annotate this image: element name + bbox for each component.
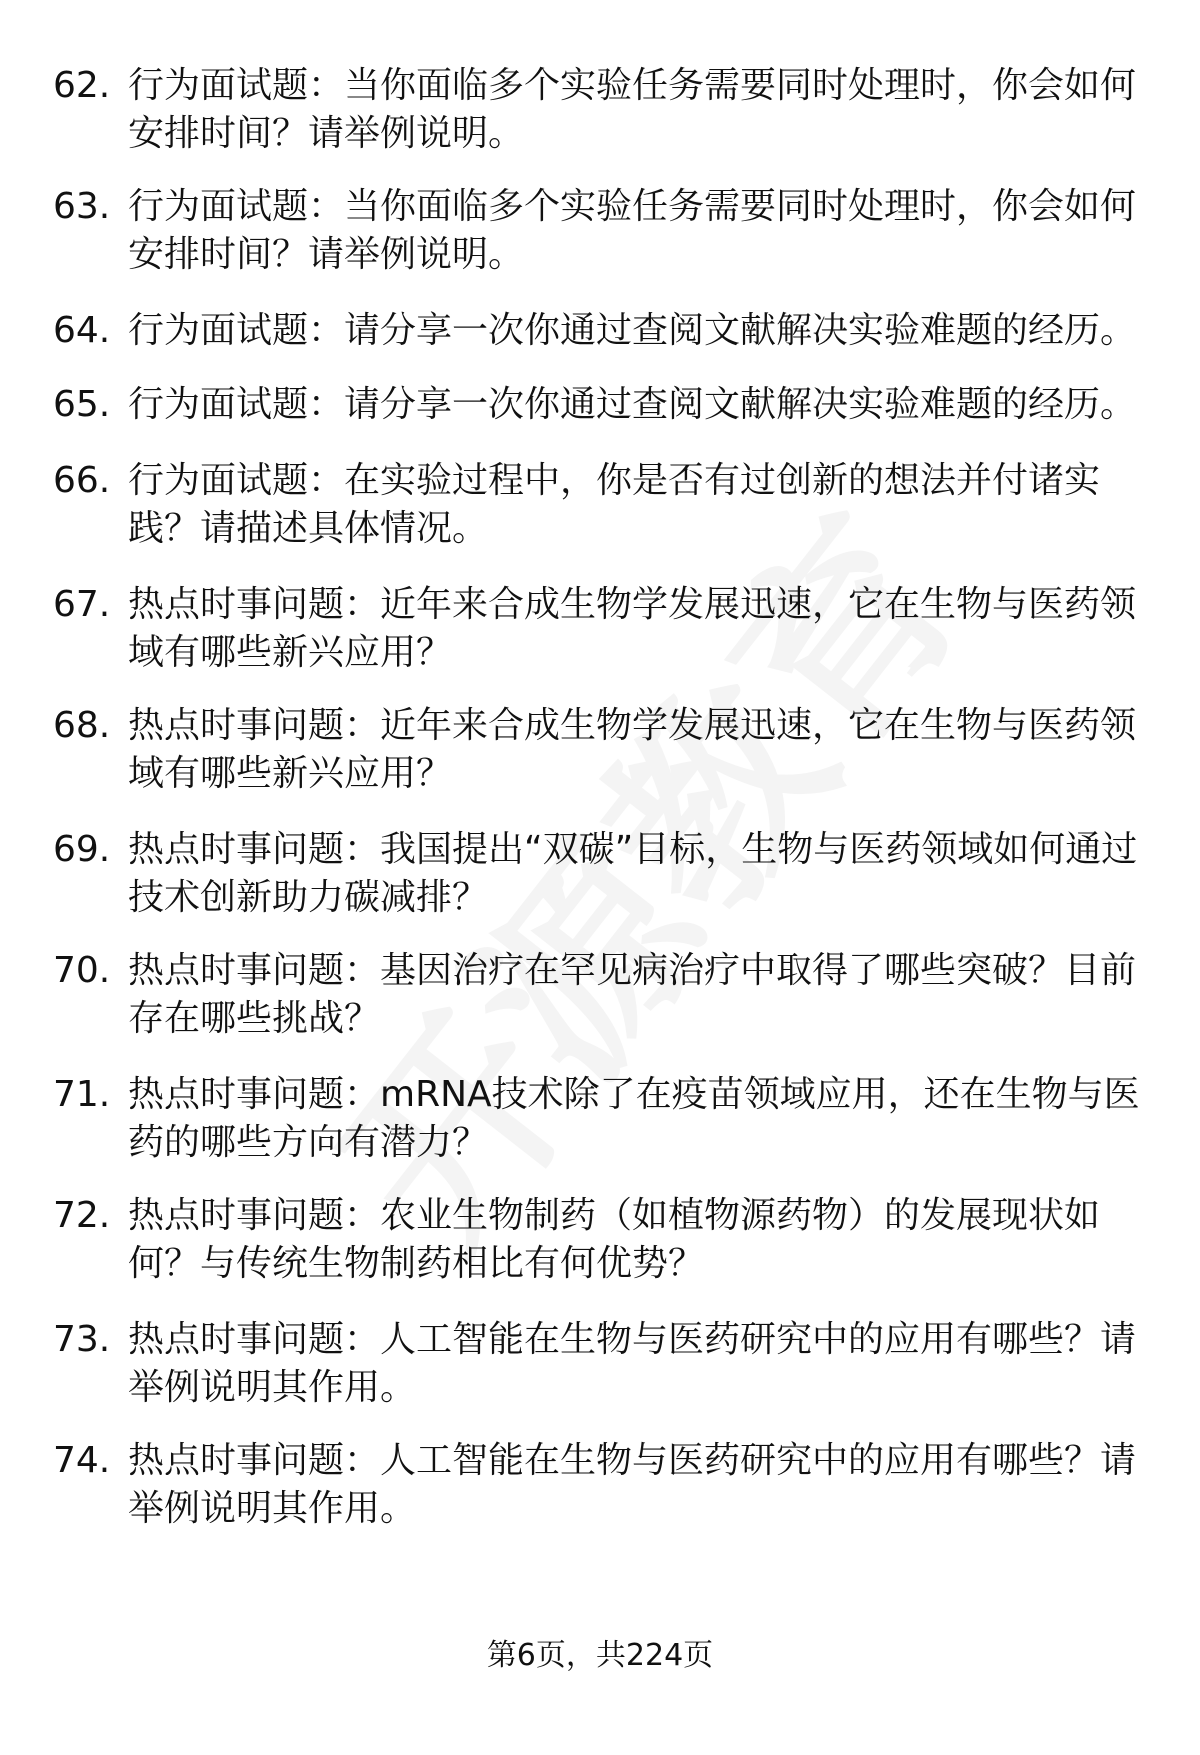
- question-text: 热点时事问题：人工智能在生物与医药研究中的应用有哪些？请举例说明其作用。: [128, 1319, 1137, 1408]
- question-number: 70.: [53, 950, 111, 991]
- question-text: 热点时事问题：基因治疗在罕见病治疗中取得了哪些突破？目前存在哪些挑战？: [128, 950, 1137, 1039]
- question-number: 63.: [53, 186, 111, 227]
- question-text: 行为面试题：当你面临多个实验任务需要同时处理时，你会如何安排时间？请举例说明。: [128, 186, 1137, 275]
- question-text: 热点时事问题：mRNA技术除了在疫苗领域应用，还在生物与医药的哪些方向有潜力？: [128, 1074, 1140, 1163]
- question-number: 66.: [53, 460, 111, 501]
- question-number: 71.: [53, 1074, 111, 1115]
- question-text: 行为面试题：请分享一次你通过查阅文献解决实验难题的经历。: [128, 384, 1137, 425]
- question-number: 74.: [53, 1440, 111, 1481]
- question-number: 68.: [53, 705, 111, 746]
- question-text: 行为面试题：在实验过程中，你是否有过创新的想法并付诸实践？请描述具体情况。: [128, 460, 1101, 549]
- question-text: 行为面试题：当你面临多个实验任务需要同时处理时，你会如何安排时间？请举例说明。: [128, 65, 1137, 154]
- question-number: 73.: [53, 1319, 111, 1360]
- question-text: 热点时事问题：近年来合成生物学发展迅速，它在生物与医药领域有哪些新兴应用？: [128, 705, 1137, 794]
- question-text: 行为面试题：请分享一次你通过查阅文献解决实验难题的经历。: [128, 310, 1137, 351]
- question-number: 67.: [53, 584, 111, 625]
- question-text: 热点时事问题：农业生物制药（如植物源药物）的发展现状如何？与传统生物制药相比有何优势？: [128, 1195, 1101, 1284]
- question-number: 69.: [53, 829, 111, 870]
- question-number: 65.: [53, 384, 111, 425]
- question-number: 64.: [53, 310, 111, 351]
- question-text: 热点时事问题：我国提出“双碳”目标，生物与医药领域如何通过技术创新助力碳减排？: [128, 829, 1138, 918]
- question-number: 62.: [53, 65, 111, 106]
- question-text: 热点时事问题：人工智能在生物与医药研究中的应用有哪些？请举例说明其作用。: [128, 1440, 1137, 1529]
- question-number: 72.: [53, 1195, 111, 1236]
- question-text: 热点时事问题：近年来合成生物学发展迅速，它在生物与医药领域有哪些新兴应用？: [128, 584, 1137, 673]
- page-number-footer: 第6页，共224页: [486, 1638, 714, 1673]
